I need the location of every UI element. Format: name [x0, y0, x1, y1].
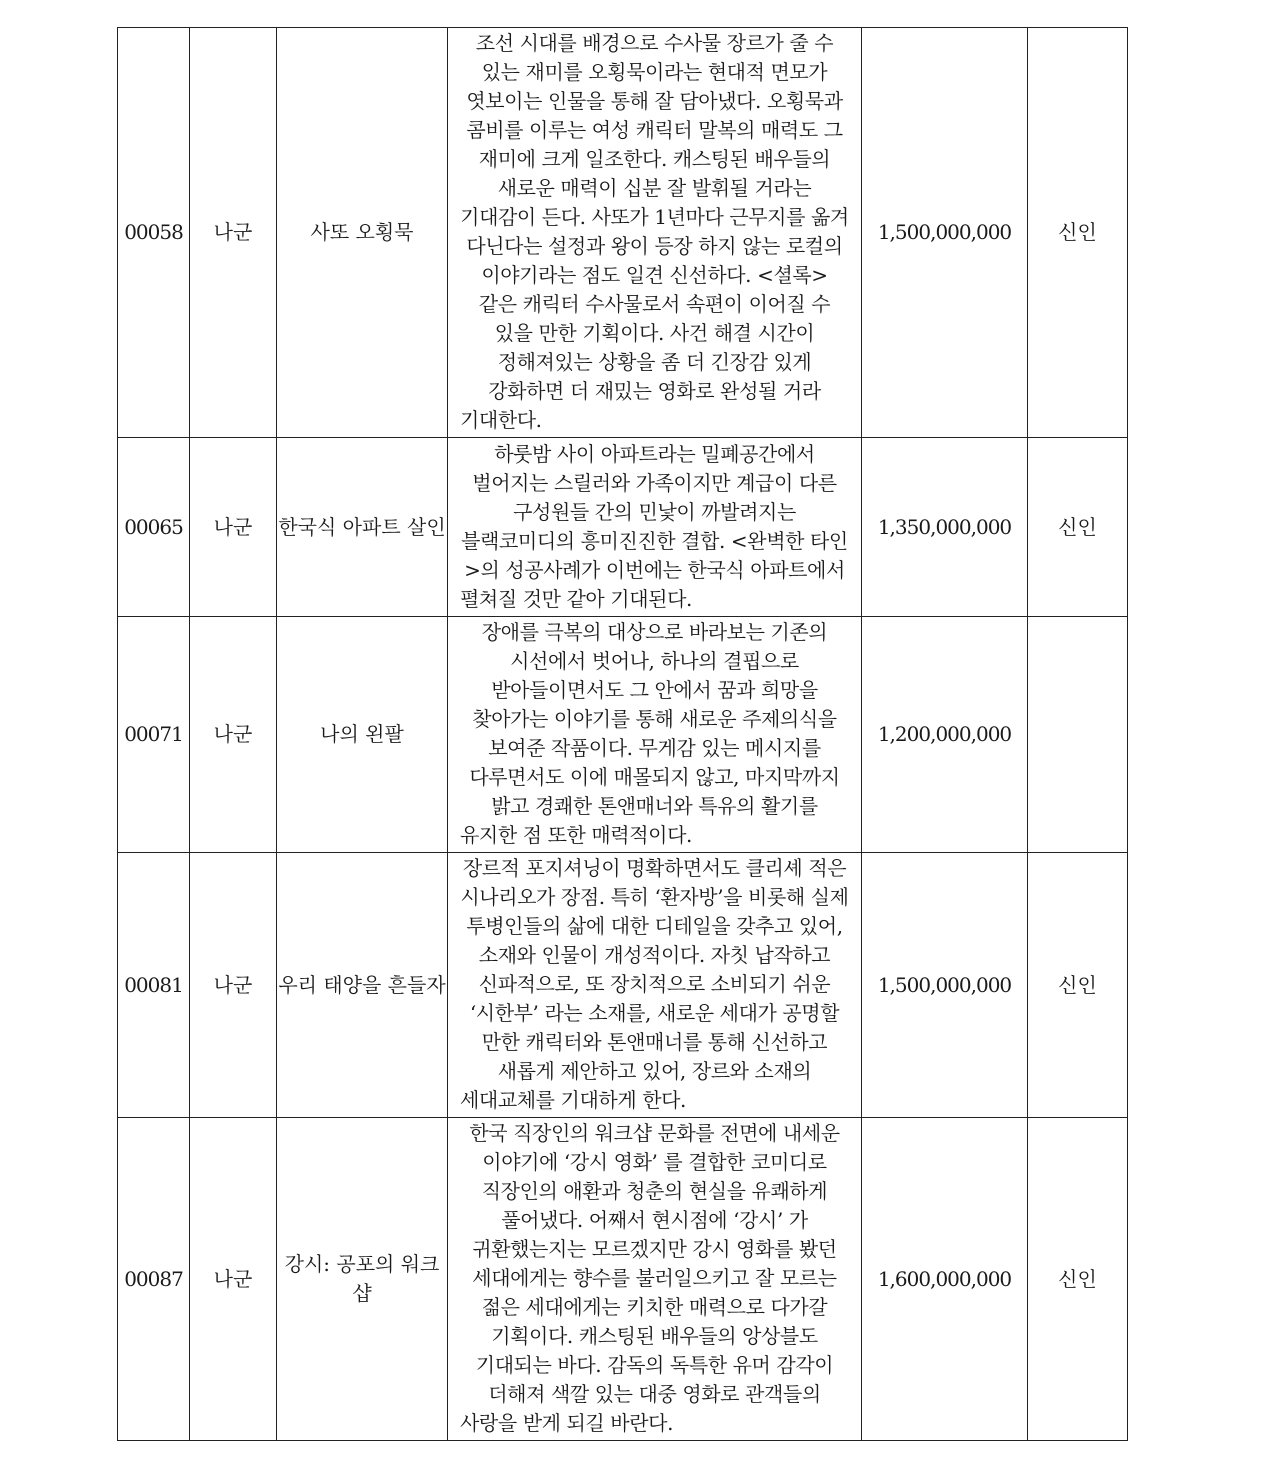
- entry-id: 00081: [118, 853, 190, 1118]
- entry-type: 신인: [1028, 28, 1128, 438]
- table-row: [118, 853, 1128, 1118]
- entry-title: 우리 태양을 흔들자: [277, 853, 448, 1118]
- entry-id: 00087: [118, 1118, 190, 1441]
- entry-budget: 1,500,000,000: [862, 853, 1028, 1118]
- entry-type: 신인: [1028, 438, 1128, 617]
- entry-type: 신인: [1028, 853, 1128, 1118]
- entry-group: 나군: [190, 438, 277, 617]
- entry-budget: 1,200,000,000: [862, 617, 1028, 853]
- table-row: [118, 1118, 1128, 1441]
- entry-review: 하룻밤 사이 아파트라는 밀폐공간에서 벌어지는 스릴러와 가족이지만 계급이 다른 구성원들 간의 민낯이 까발려지는 블랙코미디의 흥미진진한 결합. <완벽한 타인>의 성공사례가 이번에는 한국식 아파트에서 펼쳐질 것만 같아 기대된다.: [448, 438, 862, 617]
- entry-group: 나군: [190, 1118, 277, 1441]
- entry-id: 00071: [118, 617, 190, 853]
- entry-type: [1028, 617, 1128, 853]
- entry-budget: 1,600,000,000: [862, 1118, 1028, 1441]
- entry-review: 한국 직장인의 워크샵 문화를 전면에 내세운 이야기에 ‘강시 영화’ 를 결합한 코미디로 직장인의 애환과 청춘의 현실을 유쾌하게 풀어냈다. 어째서 현시점에 ‘강시’ 가 귀환했는지는 모르겠지만 강시 영화를 봤던 세대에게는 향수를 불러일으키고 잘 모르는 젊은 세대에게는 키치한 매력으로 다가갈 기획이다. 캐스팅된 배우들의 앙상블도 기대되는 바다. 감독의 독특한 유머 감각이 더해져 색깔 있는 대중 영화로 관객들의 사랑을 받게 되길 바란다.: [448, 1118, 862, 1441]
- table-row: [118, 28, 1128, 438]
- entry-budget: 1,350,000,000: [862, 438, 1028, 617]
- entry-review: 장애를 극복의 대상으로 바라보는 기존의 시선에서 벗어나, 하나의 결핍으로 받아들이면서도 그 안에서 꿈과 희망을 찾아가는 이야기를 통해 새로운 주제의식을 보여준 작품이다. 무게감 있는 메시지를 다루면서도 이에 매몰되지 않고, 마지막까지 밝고 경쾌한 톤앤매너와 특유의 활기를 유지한 점 또한 매력적이다.: [448, 617, 862, 853]
- entry-title: 한국식 아파트 살인: [277, 438, 448, 617]
- entry-group: 나군: [190, 853, 277, 1118]
- entry-budget: 1,500,000,000: [862, 28, 1028, 438]
- entry-type: 신인: [1028, 1118, 1128, 1441]
- entry-title: 강시: 공포의 워크샵: [277, 1118, 448, 1441]
- table-row: [118, 617, 1128, 853]
- entry-group: 나군: [190, 617, 277, 853]
- entry-group: 나군: [190, 28, 277, 438]
- entry-id: 00058: [118, 28, 190, 438]
- entry-title: 나의 왼팔: [277, 617, 448, 853]
- entry-review: 조선 시대를 배경으로 수사물 장르가 줄 수 있는 재미를 오횡묵이라는 현대적 면모가 엿보이는 인물을 통해 잘 담아냈다. 오횡묵과 콤비를 이루는 여성 캐릭터 말복의 매력도 그 재미에 크게 일조한다. 캐스팅된 배우들의 새로운 매력이 십분 잘 발휘될 거라는 기대감이 든다. 사또가 1년마다 근무지를 옮겨 다닌다는 설정과 왕이 등장 하지 않는 로컬의 이야기라는 점도 일견 신선하다. <셜록> 같은 캐릭터 수사물로서 속편이 이어질 수 있을 만한 기획이다. 사건 해결 시간이 정해져있는 상황을 좀 더 긴장감 있게 강화하면 더 재밌는 영화로 완성될 거라 기대한다.: [448, 28, 862, 438]
- entry-title: 사또 오횡묵: [277, 28, 448, 438]
- entry-id: 00065: [118, 438, 190, 617]
- selection-table: [117, 27, 1128, 1441]
- table-row: [118, 438, 1128, 617]
- entry-review: 장르적 포지셔닝이 명확하면서도 클리셰 적은 시나리오가 장점. 특히 ‘환자방’을 비롯해 실제 투병인들의 삶에 대한 디테일을 갖추고 있어, 소재와 인물이 개성적이다. 자칫 납작하고 신파적으로, 또 장치적으로 소비되기 쉬운 ‘시한부’ 라는 소재를, 새로운 세대가 공명할 만한 캐릭터와 톤앤매너를 통해 신선하고 새롭게 제안하고 있어, 장르와 소재의 세대교체를 기대하게 한다.: [448, 853, 862, 1118]
